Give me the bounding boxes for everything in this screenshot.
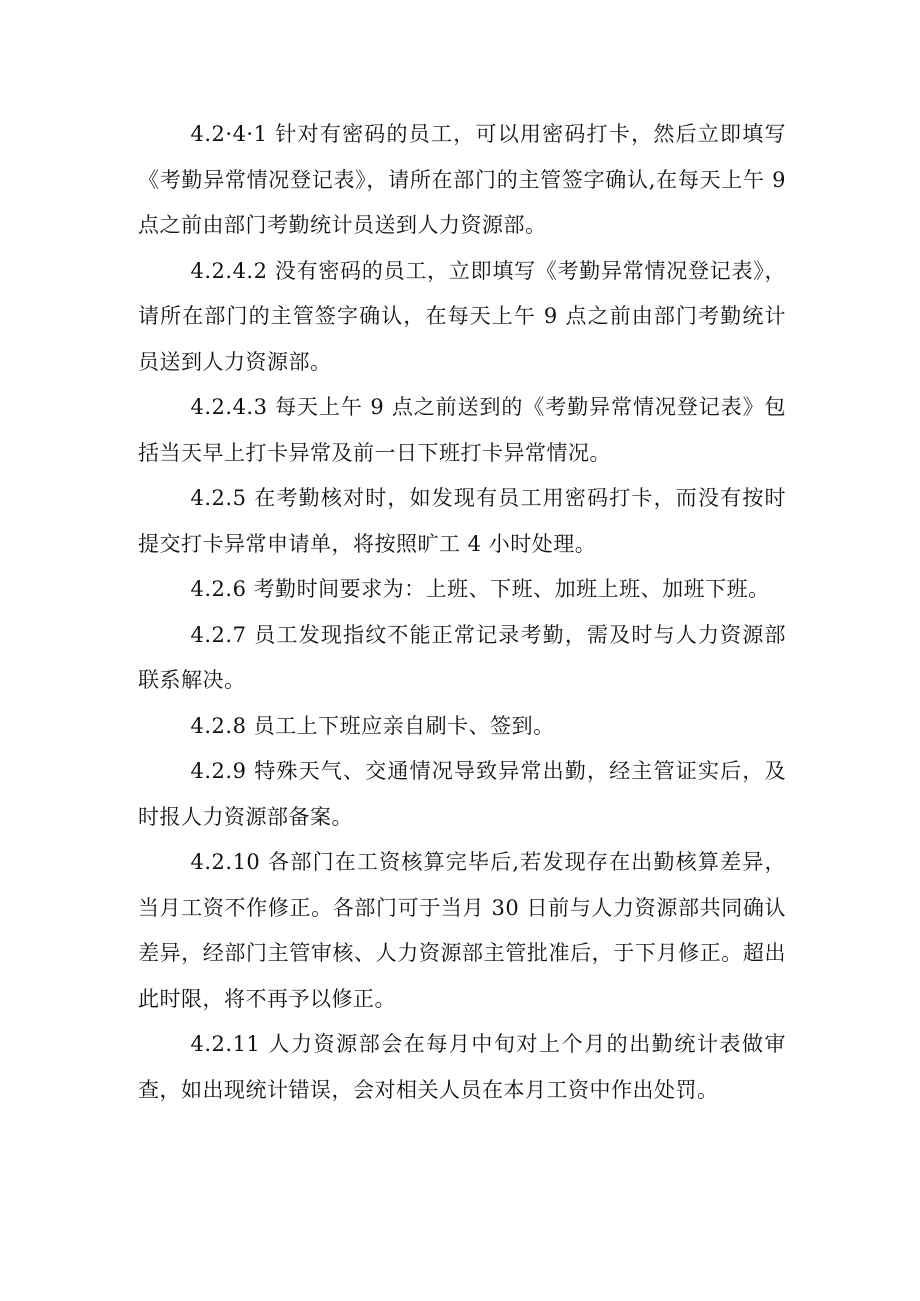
paragraph-4-2-9: 4.2.9 特殊天气、交通情况导致异常出勤，经主管证实后，及时报人力资源部备案。 xyxy=(138,759,786,829)
paragraph-4-2-11: 4.2.11 人力资源部会在每月中旬对上个月的出勤统计表做审查，如出现统计错误，会对相关人员在本月工资中作出处罚。 xyxy=(138,1032,786,1102)
paragraph-4-2-7: 4.2.7 员工发现指纹不能正常记录考勤，需及时与人力资源部联系解决。 xyxy=(138,622,786,692)
document-body xyxy=(138,112,786,1113)
paragraph-4-2-6: 4.2.6 考勤时间要求为：上班、下班、加班上班、加班下班。 xyxy=(190,577,770,601)
paragraph-4-2-4-2: 4.2.4.2 没有密码的员工，立即填写《考勤异常情况登记表》，请所在部门的主管签字确认，在每天上午 9 点之前由部门考勤统计员送到人力资源部。 xyxy=(138,258,786,374)
paragraph-4-2-10: 4.2.10 各部门在工资核算完毕后,若发现存在出勤核算差异，当月工资不作修正。各部门可于当月 30 日前与人力资源部共同确认差异，经部门主管审核、人力资源部主管批准后，于下月修正。超出此时限，将不再予以修正。 xyxy=(138,850,786,1011)
paragraph-4-2-8: 4.2.8 员工上下班应亲自刷卡、签到。 xyxy=(190,713,555,738)
paragraph-4-2-4-1: 4.2·4·1 针对有密码的员工，可以用密码打卡，然后立即填写《考勤异常情况登记表》，请所在部门的主管签字确认,在每天上午 9 点之前由部门考勤统计员送到人力资源部。 xyxy=(138,122,786,237)
paragraph-4-2-5: 4.2.5 在考勤核对时，如发现有员工用密码打卡，而没有按时提交打卡异常申请单，将按照旷工 4 小时处理。 xyxy=(138,486,786,556)
paragraph-4-2-4-3: 4.2.4.3 每天上午 9 点之前送到的《考勤异常情况登记表》包括当天早上打卡异常及前一日下班打卡异常情况。 xyxy=(138,395,786,465)
